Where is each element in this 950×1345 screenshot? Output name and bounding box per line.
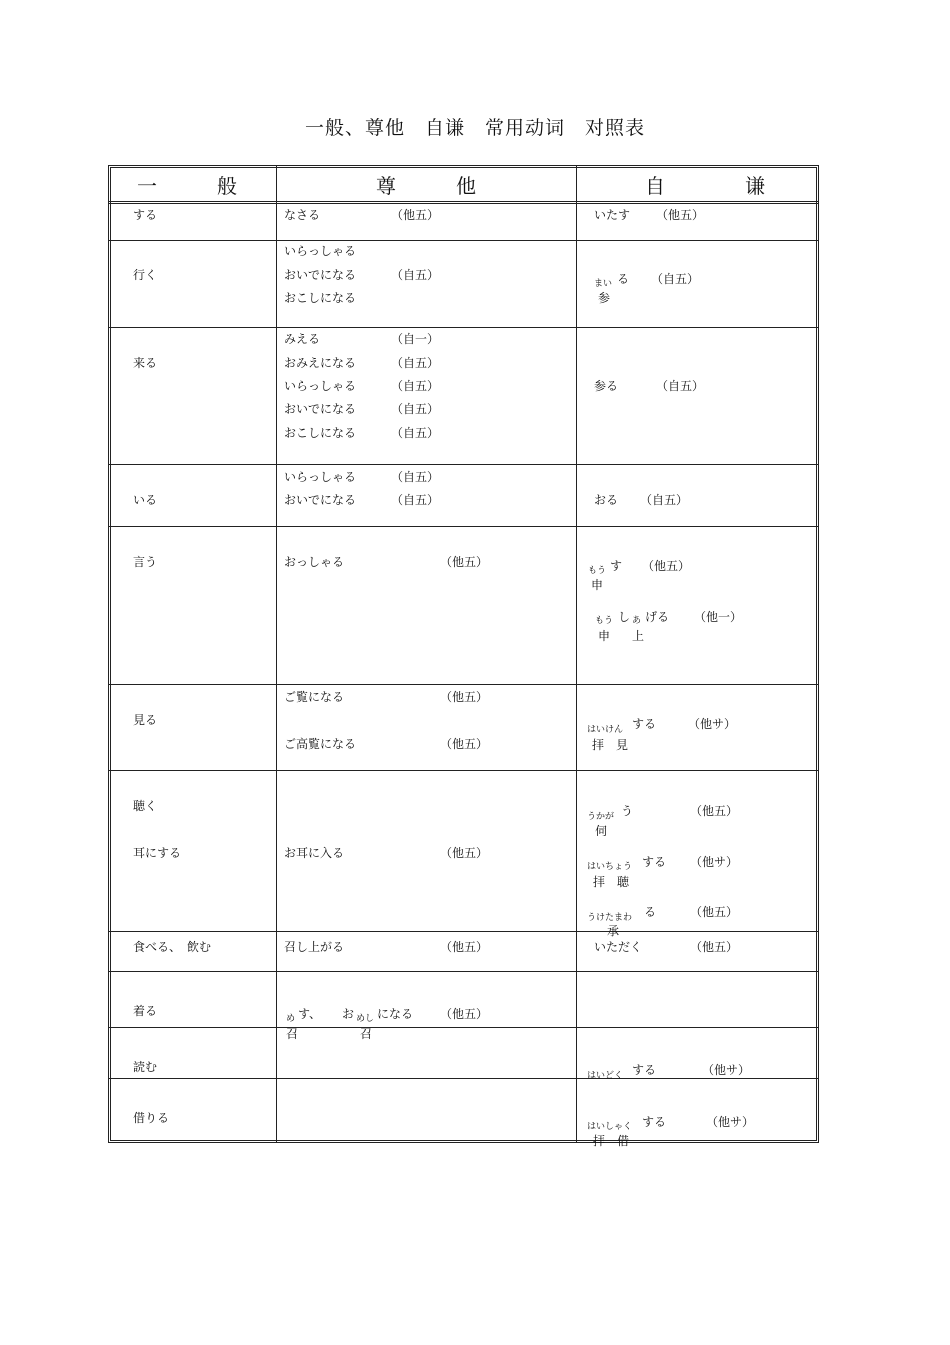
- kanji-base: 承: [607, 924, 620, 938]
- verb-type-tag: （他五）: [642, 559, 691, 573]
- verb-type-tag: （他五）: [656, 208, 705, 222]
- verb-table: [108, 165, 819, 1143]
- header-general: 一 般: [137, 174, 237, 198]
- general-verb: 行く: [133, 268, 158, 282]
- kanji-base: 申: [598, 629, 611, 643]
- furigana: はいどく: [587, 1071, 624, 1081]
- honorific-verb: いらっしゃる: [284, 244, 357, 258]
- furigana: あ: [632, 616, 642, 626]
- honorific-verb: 召し上がる: [284, 940, 345, 954]
- verb-type-tag: （他五）: [440, 1007, 489, 1021]
- header-honorific: 尊 他: [376, 174, 476, 198]
- honorific-verb: おこしになる: [284, 291, 357, 305]
- humble-verb: いただく: [594, 940, 643, 954]
- general-verb: 着る: [133, 1004, 158, 1018]
- row-divider: [108, 464, 819, 465]
- verb-type-tag: （自五）: [651, 272, 700, 286]
- general-verb: 聴く: [133, 799, 158, 813]
- kanji-base: 上: [632, 629, 645, 643]
- honorific-verb: になる: [377, 1007, 414, 1021]
- verb-type-tag: （他五）: [440, 846, 489, 860]
- kanji-base: 参: [598, 291, 611, 305]
- row-divider: [108, 931, 819, 932]
- honorific-verb: いらっしゃる: [284, 379, 357, 393]
- humble-verb: する: [632, 1063, 657, 1077]
- furigana: はいちょう: [587, 862, 633, 872]
- column-divider-2: [576, 165, 577, 1143]
- verb-type-tag: （自五）: [391, 379, 440, 393]
- humble-verb: する: [642, 1115, 667, 1129]
- honorific-verb: お耳に入る: [284, 846, 345, 860]
- furigana: め: [286, 1014, 296, 1024]
- verb-type-tag: （他五）: [440, 690, 489, 704]
- furigana: もう: [588, 566, 607, 576]
- honorific-verb: おこしになる: [284, 426, 357, 440]
- general-verb: 見る: [133, 713, 158, 727]
- row-divider: [108, 526, 819, 527]
- furigana: うけたまわ: [587, 913, 633, 923]
- humble-verb: る: [617, 272, 630, 286]
- general-verb: する: [133, 208, 158, 222]
- honorific-verb: いらっしゃる: [284, 470, 357, 484]
- row-divider: [108, 1078, 819, 1079]
- honorific-verb: ご高覧になる: [284, 737, 357, 751]
- verb-type-tag: （他五）: [690, 940, 739, 954]
- row-divider: [108, 684, 819, 685]
- furigana: まい: [594, 279, 613, 289]
- honorific-verb: なさる: [284, 208, 321, 222]
- honorific-verb: おっしゃる: [284, 555, 345, 569]
- furigana: はいしゃく: [587, 1122, 633, 1132]
- verb-type-tag: （他サ）: [690, 855, 739, 869]
- header-divider: [108, 201, 819, 204]
- verb-type-tag: （自五）: [391, 470, 440, 484]
- humble-verb: いたす: [594, 208, 631, 222]
- general-verb: 借りる: [133, 1111, 170, 1125]
- kanji-base: 伺: [595, 824, 608, 838]
- kanji-base: 召: [360, 1027, 373, 1041]
- verb-type-tag: （他五）: [690, 905, 739, 919]
- row-divider: [108, 971, 819, 972]
- humble-verb: う: [621, 804, 634, 818]
- page-title: 一般、尊他 自谦 常用动词 对照表: [304, 117, 645, 139]
- general-verb: 来る: [133, 356, 158, 370]
- row-divider: [108, 770, 819, 771]
- honorific-verb: おいでになる: [284, 402, 357, 416]
- honorific-verb: おいでになる: [284, 268, 357, 282]
- column-divider-1: [276, 165, 277, 1143]
- header-humble: 自 谦: [645, 174, 765, 198]
- general-verb: いる: [133, 493, 158, 507]
- furigana: めし: [356, 1014, 375, 1024]
- humble-verb: する: [632, 717, 657, 731]
- general-verb: 読む: [133, 1060, 158, 1074]
- verb-type-tag: （他五）: [690, 804, 739, 818]
- furigana: はいけん: [587, 725, 624, 735]
- verb-type-tag: （他五）: [440, 940, 489, 954]
- humble-verb: る: [644, 905, 657, 919]
- kanji-base: 拝 聴: [593, 875, 630, 889]
- verb-type-tag: （自五）: [391, 268, 440, 282]
- honorific-verb: おみえになる: [284, 356, 357, 370]
- humble-verb: 参る: [594, 379, 619, 393]
- verb-type-tag: （他五）: [391, 208, 440, 222]
- verb-type-tag: （自五）: [391, 493, 440, 507]
- general-verb: 食べる、 飲む: [133, 940, 212, 954]
- verb-type-tag: （自五）: [391, 402, 440, 416]
- verb-type-tag: （他五）: [440, 737, 489, 751]
- honorific-verb: おいでになる: [284, 493, 357, 507]
- humble-verb: げる: [645, 610, 670, 624]
- kanji-base: 召: [286, 1027, 299, 1041]
- honorific-verb: す、: [298, 1007, 322, 1021]
- verb-type-tag: （自五）: [391, 426, 440, 440]
- verb-type-tag: （他一）: [694, 610, 743, 624]
- kanji-base: 拝 借: [593, 1134, 630, 1148]
- verb-type-tag: （他サ）: [702, 1063, 751, 1077]
- verb-type-tag: （自五）: [391, 356, 440, 370]
- humble-verb: する: [642, 855, 667, 869]
- humble-verb: し: [618, 610, 631, 624]
- verb-type-tag: （自五）: [640, 493, 689, 507]
- row-divider: [108, 240, 819, 241]
- honorific-verb: お: [342, 1007, 355, 1021]
- furigana: もう: [595, 616, 614, 626]
- kanji-base: 拝 見: [592, 738, 629, 752]
- honorific-verb: ご覧になる: [284, 690, 345, 704]
- furigana: うかが: [587, 812, 615, 822]
- humble-verb: す: [610, 559, 623, 573]
- row-divider: [108, 1027, 819, 1028]
- verb-type-tag: （自一）: [391, 332, 440, 346]
- humble-verb: おる: [594, 493, 619, 507]
- honorific-verb: みえる: [284, 332, 321, 346]
- verb-type-tag: （自五）: [656, 379, 705, 393]
- general-verb: 言う: [133, 555, 158, 569]
- verb-type-tag: （他サ）: [706, 1115, 755, 1129]
- row-divider: [108, 327, 819, 328]
- general-verb: 耳にする: [133, 846, 182, 860]
- verb-type-tag: （他サ）: [688, 717, 737, 731]
- verb-type-tag: （他五）: [440, 555, 489, 569]
- kanji-base: 申: [591, 578, 604, 592]
